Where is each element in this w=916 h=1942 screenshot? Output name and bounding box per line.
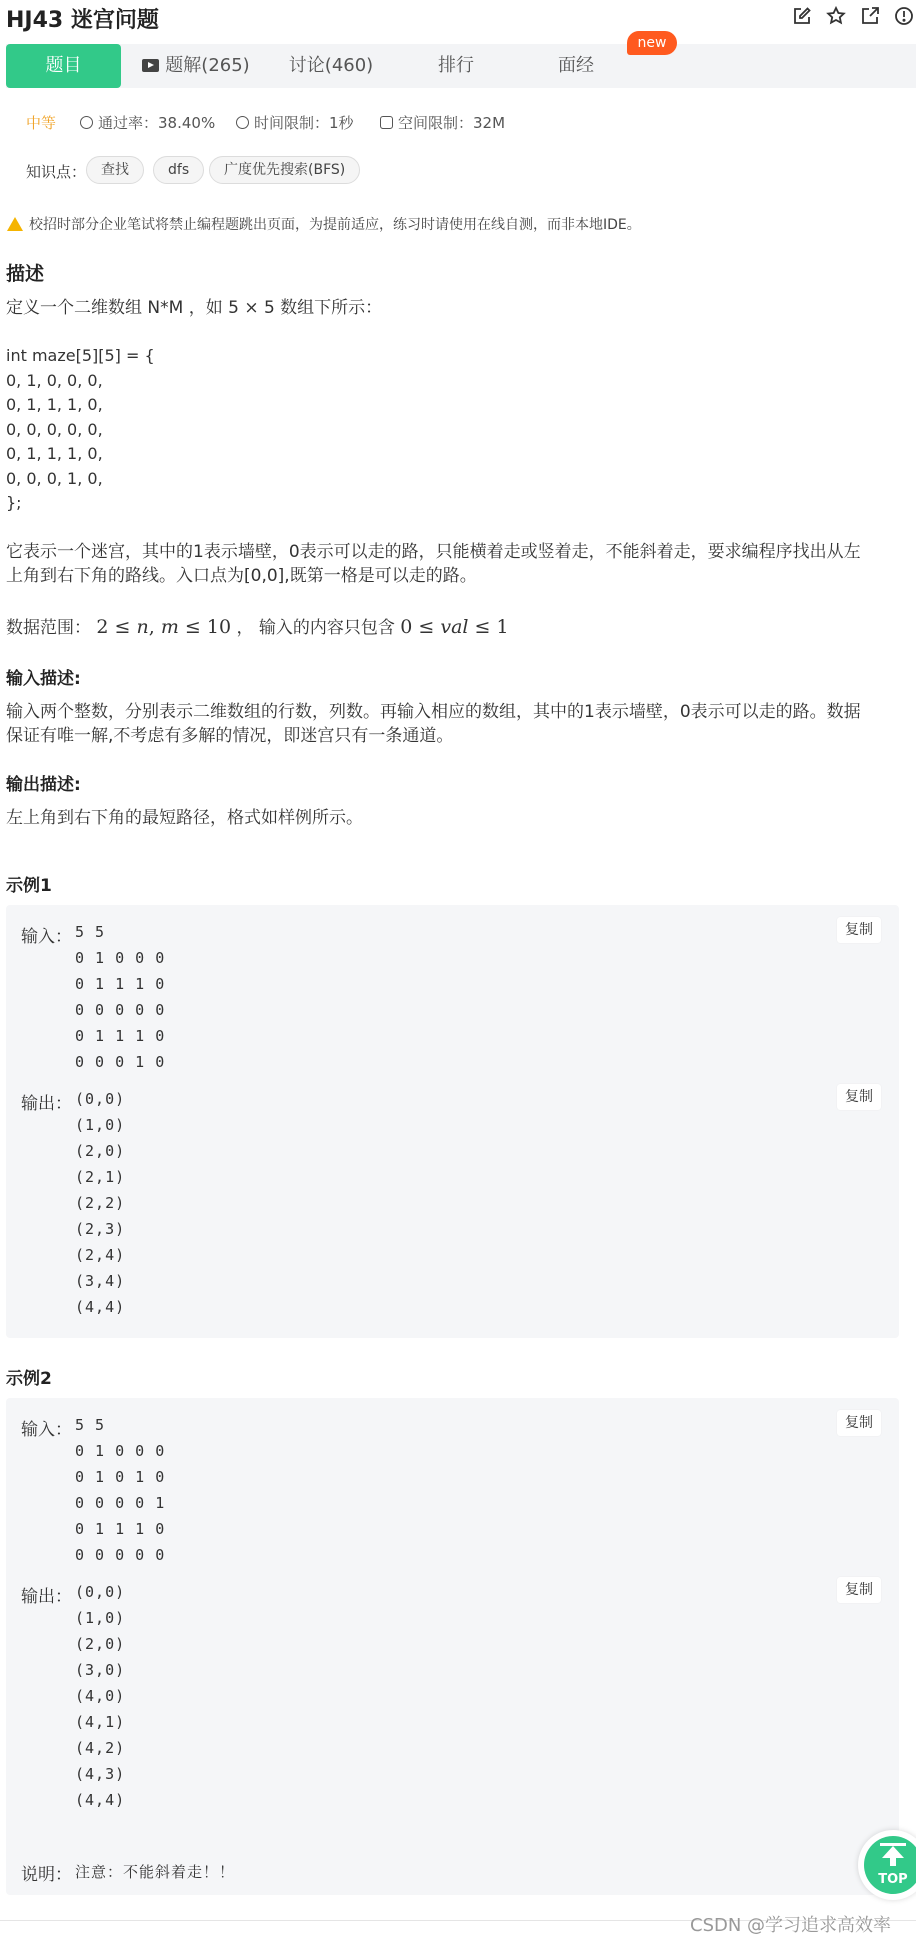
time-limit-text: 时间限制：1秒 bbox=[254, 114, 354, 132]
new-badge: new bbox=[627, 31, 677, 55]
tab-discussion[interactable] bbox=[271, 44, 391, 88]
example2-output-line: (2,0) bbox=[75, 1635, 126, 1653]
example1-output-line: (2,1) bbox=[75, 1168, 126, 1186]
arrow-up-icon bbox=[882, 1846, 904, 1858]
example1-input-line: 0 0 0 1 0 bbox=[75, 1053, 166, 1071]
example2-output-line: (3,0) bbox=[75, 1661, 126, 1679]
time-limit bbox=[236, 112, 354, 133]
example1-heading: 示例1 bbox=[6, 876, 52, 896]
example1-input-line: 0 1 1 1 0 bbox=[75, 975, 166, 993]
example1-input-line: 0 1 1 1 0 bbox=[75, 1027, 166, 1045]
input-desc-line: 保证有唯一解,不考虑有多解的情况，即迷宫只有一条通道。 bbox=[6, 726, 454, 746]
example1-output-line: (0,0) bbox=[75, 1090, 126, 1108]
edit-icon[interactable] bbox=[792, 6, 812, 26]
example2-output-line: (4,3) bbox=[75, 1765, 126, 1783]
code-line: 0, 1, 1, 1, 0, bbox=[6, 395, 103, 414]
description-para-line: 它表示一个迷宫，其中的1表示墙壁，0表示可以走的路，只能横着走或竖着走，不能斜着走，要求编程序找出从左 bbox=[6, 542, 861, 562]
example1-input-line: 0 1 0 0 0 bbox=[75, 949, 166, 967]
example2-output-line: (4,4) bbox=[75, 1791, 126, 1809]
example1-output-line: (2,3) bbox=[75, 1220, 126, 1238]
space-limit bbox=[380, 112, 505, 133]
code-line: 0, 0, 0, 0, 0, bbox=[6, 420, 103, 439]
example1-output-line: (3,4) bbox=[75, 1272, 126, 1290]
notice-text: 校招时部分企业笔试将禁止编程题跳出页面，为提前适应，练习时请使用在线自测，而非本地IDE。 bbox=[29, 217, 641, 233]
header bbox=[0, 0, 916, 36]
example2-output-label: 输出： bbox=[21, 1587, 72, 1607]
tab-solutions[interactable] bbox=[136, 44, 256, 88]
example1-output-line: (1,0) bbox=[75, 1116, 126, 1134]
example2-note: 注意：不能斜着走！！ bbox=[75, 1863, 236, 1881]
example2-input-line: 0 0 0 0 0 bbox=[75, 1546, 166, 1564]
example1-output-line: (2,2) bbox=[75, 1194, 126, 1212]
back-to-top-button[interactable] bbox=[858, 1830, 916, 1900]
example2-output-line: (4,1) bbox=[75, 1713, 126, 1731]
code-line: int maze[5][5] = { bbox=[6, 346, 155, 365]
example2-output-line: (1,0) bbox=[75, 1609, 126, 1627]
input-desc-line: 输入两个整数，分别表示二维数组的行数，列数。再输入相应的数组，其中的1表示墙壁，0表示可以走的路。数据 bbox=[6, 702, 861, 722]
example2-note-label: 说明： bbox=[21, 1865, 72, 1885]
data-range-mid: ， 输入的内容只包含 bbox=[236, 618, 395, 638]
example2-input-line: 0 1 0 1 0 bbox=[75, 1468, 166, 1486]
example2-input-line: 0 0 0 0 1 bbox=[75, 1494, 166, 1512]
problem-title: HJ43 迷宫问题 bbox=[6, 8, 159, 33]
clock-icon bbox=[236, 116, 249, 129]
example1-output-line: (2,0) bbox=[75, 1142, 126, 1160]
copy-button[interactable]: 复制 bbox=[837, 1577, 881, 1603]
star-icon[interactable] bbox=[826, 6, 846, 26]
tab-bar bbox=[6, 44, 916, 88]
warning-icon bbox=[7, 217, 23, 231]
example2-box bbox=[6, 1398, 899, 1895]
description-intro: 定义一个二维数组 N*M ，如 5 × 5 数组下所示： bbox=[6, 298, 383, 318]
tab-interview-label: 面经 bbox=[558, 55, 594, 76]
example1-input-line: 0 0 0 0 0 bbox=[75, 1001, 166, 1019]
tab-discussion-label: 讨论(460) bbox=[288, 55, 374, 76]
knowledge-label: 知识点： bbox=[26, 163, 87, 181]
output-desc-line: 左上角到右下角的最短路径，格式如样例所示。 bbox=[6, 808, 363, 828]
example2-output-line: (4,2) bbox=[75, 1739, 126, 1757]
info-icon[interactable] bbox=[894, 6, 914, 26]
copy-button[interactable]: 复制 bbox=[837, 917, 881, 943]
code-line: }; bbox=[6, 493, 22, 512]
range-formula-1: 2 ≤ n, m ≤ 10 bbox=[96, 616, 232, 638]
description-heading: 描述 bbox=[6, 263, 45, 285]
copy-button[interactable]: 复制 bbox=[837, 1084, 881, 1110]
copy-button[interactable]: 复制 bbox=[837, 1410, 881, 1436]
tab-problem[interactable] bbox=[6, 44, 121, 88]
chip-icon bbox=[380, 116, 393, 129]
example2-input-line: 0 1 1 1 0 bbox=[75, 1520, 166, 1538]
range-formula-2: 0 ≤ val ≤ 1 bbox=[400, 616, 509, 638]
top-button-label: TOP bbox=[878, 1872, 908, 1887]
pass-rate-text: 通过率：38.40% bbox=[98, 114, 216, 132]
example1-input-label: 输入： bbox=[21, 927, 72, 947]
output-desc-heading: 输出描述: bbox=[6, 775, 81, 795]
data-range bbox=[6, 615, 509, 640]
data-range-label: 数据范围： bbox=[6, 618, 91, 638]
tab-ranking-label: 排行 bbox=[438, 55, 474, 76]
example2-heading: 示例2 bbox=[6, 1369, 52, 1389]
example1-input-line: 5 5 bbox=[75, 923, 106, 941]
example1-output-label: 输出： bbox=[21, 1094, 72, 1114]
description-para-line: 上角到右下角的路线。入口点为[0,0],既第一格是可以走的路。 bbox=[6, 566, 477, 586]
code-line: 0, 1, 1, 1, 0, bbox=[6, 444, 103, 463]
tag-dfs[interactable]: dfs bbox=[153, 156, 204, 184]
tab-ranking[interactable] bbox=[406, 44, 506, 88]
tab-interview[interactable] bbox=[526, 44, 626, 88]
input-desc-heading: 输入描述: bbox=[6, 669, 81, 689]
example2-input-line: 0 1 0 0 0 bbox=[75, 1442, 166, 1460]
code-line: 0, 1, 0, 0, 0, bbox=[6, 371, 103, 390]
share-icon[interactable] bbox=[860, 6, 880, 26]
tag-search[interactable]: 查找 bbox=[86, 156, 144, 184]
example1-output-line: (2,4) bbox=[75, 1246, 126, 1264]
top-button-circle bbox=[864, 1836, 916, 1894]
tab-solutions-label: 题解(265) bbox=[165, 55, 250, 76]
watermark: CSDN @学习追求高效率 bbox=[690, 1915, 892, 1936]
pass-rate bbox=[80, 112, 215, 133]
notice bbox=[7, 214, 641, 234]
example2-input-label: 输入： bbox=[21, 1420, 72, 1440]
example1-output-line: (4,4) bbox=[75, 1298, 126, 1316]
video-icon bbox=[142, 59, 159, 72]
example1-box bbox=[6, 905, 899, 1338]
difficulty-badge: 中等 bbox=[26, 114, 57, 132]
tab-problem-label: 题目 bbox=[45, 55, 82, 76]
code-line: 0, 0, 0, 1, 0, bbox=[6, 469, 103, 488]
example2-output-line: (0,0) bbox=[75, 1583, 126, 1601]
space-limit-text: 空间限制：32M bbox=[398, 114, 506, 132]
example2-input-line: 5 5 bbox=[75, 1416, 106, 1434]
example2-output-line: (4,0) bbox=[75, 1687, 126, 1705]
tag-bfs[interactable]: 广度优先搜索(BFS) bbox=[209, 156, 360, 184]
arrow-stem bbox=[890, 1858, 896, 1866]
check-circle-icon bbox=[80, 116, 93, 129]
